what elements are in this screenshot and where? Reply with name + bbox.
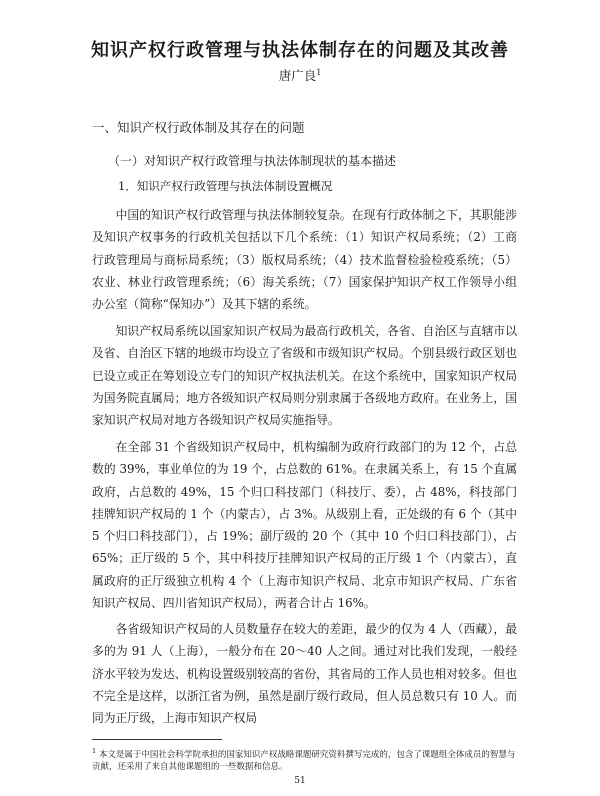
body-paragraph: 中国的知识产权行政管理与执法体制较复杂。在现有行政体制之下，其职能涉及知识产权事务的行政机关包括以下几个系统：（1）知识产权局系统；（2）工商行政管理局与商标局系统；（3）版权局系统；（4）技术监督检验检疫系统；（5）农业、林业行政管理系统；（6）海关系统；（7）国家保护知识产权工作领导小组办公室（简称“保知办”）及其下辖的系统。 — [92, 208, 517, 312]
section-heading: 一、知识产权行政体制及其存在的问题 — [92, 120, 305, 135]
body-paragraph: 知识产权局系统以国家知识产权局为最高行政机关，各省、自治区与直辖市以及省、自治区下辖的地级市均设立了省级和市级知识产权局。个别县级行政区划也已设立或正在筹划设立专门的知识产权执法机关。在这个系统中，国家知识产权局为国务院直属局；地方各级知识产权局则分别隶属于各级地方政府。在业务上，国家知识产权局对地方各级知识产权局实施指导。 — [92, 324, 517, 428]
author-name: 唐广良 — [278, 68, 317, 83]
footnote — [92, 745, 517, 773]
body-paragraph: 在全部 31 个省级知识产权局中，机构编制为政府行政部门的为 12 个，占总数的 39%，事业单位的为 19 个，占总数的 61%。在隶属关系上，有 15 个直属政府，占总数的 49%，15 个归口科技部门（科技厅、委），占 48%，科技部门挂牌知识产权局的 1 个（内蒙古），占 3%。从级别上看，正处级的有 6 个（其中 5 个归口科技部门），占 19%；副厅级的 20 个（其中 10 个归口科技部门），占 65%；正厅级的 5 个，其中科技厅挂牌知识产权局的正厅级 1 个（内蒙古），直属政府的正厅级独立机构 4 个（上海市知识产权局、北京市知识产权局、广东省知识产权局、四川省知识产权局），两者合计占 16%。 — [92, 440, 517, 611]
body-paragraph: 各省级知识产权局的人员数量存在较大的差距，最少的仅为 4 人（西藏），最多的为 91 人（上海），一般分布在 20～40 人之间。通过对比我们发现，一般经济水平较为发达、机构设置级别较高的省份，其省局的工作人员也相对较多。但也不完全是这样，以浙江省为例，虽然是副厅级行政局，但人员总数只有 10 人。而同为正厅级，上海市知识产权局 — [92, 622, 517, 726]
footnote-divider — [92, 739, 222, 740]
page-number: 51 — [294, 776, 306, 786]
footnote-text: 本文是属于中国社会科学院承担的国家知识产权战略课题研究资料撰写完成的，包含了课题组全体成员的智慧与贡献，还采用了来自其他课题组的一些数据和信息。 — [92, 749, 516, 772]
footnote-mark: 1 — [92, 747, 97, 755]
subsubsection-heading: 1．知识产权行政管理与执法体制设置概况 — [118, 179, 333, 193]
author-footnote-mark: 1 — [316, 67, 322, 77]
author-line — [0, 66, 600, 84]
subsection-heading: （一）对知识产权行政管理与执法体制现状的基本描述 — [108, 154, 397, 168]
paper-title: 知识产权行政管理与执法体制存在的问题及其改善 — [91, 40, 509, 61]
